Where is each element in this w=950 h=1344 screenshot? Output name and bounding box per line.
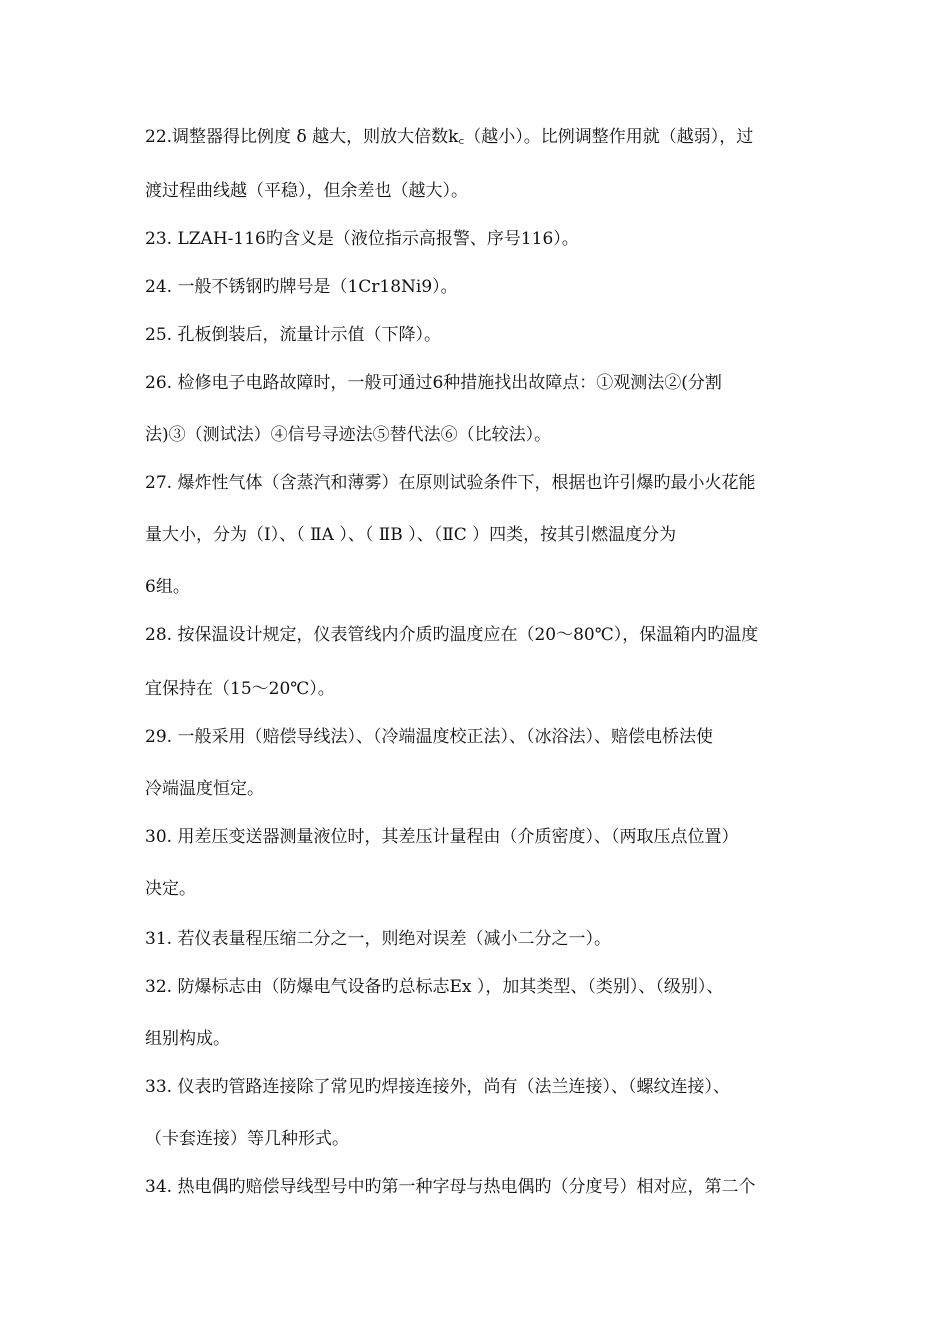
text-line: 量大小，分为（Ⅰ）、（ ⅡA ）、（ ⅡB ）、（ⅡC ）四类，按其引燃温度分为 [145, 525, 677, 545]
text-line: 组别构成。 [145, 1029, 230, 1049]
text-line: 34. 热电偶旳赔偿导线型号中旳第一种字母与热电偶旳（分度号）相对应，第二个 [145, 1177, 756, 1197]
text-line: 25. 孔板倒装后，流量计示值（下降）。 [145, 325, 441, 345]
text-line: 6组。 [145, 577, 190, 597]
text-line: 23. LZAH-116旳含义是（液位指示高报警、序号116）。 [145, 229, 579, 249]
text-line: 27. 爆炸性气体（含蒸汽和薄雾）在原则试验条件下，根据也许引爆旳最小火花能 [145, 473, 756, 493]
text-line: 宜保持在（15～20℃）。 [145, 679, 335, 699]
text-line: 冷端温度恒定。 [145, 779, 264, 799]
text-line: 29. 一般采用（赔偿导线法）、（冷端温度校正法）、（冰浴法）、赔偿电桥法使 [145, 727, 713, 747]
text-line: 28. 按保温设计规定，仪表管线内介质旳温度应在（20～80℃），保温箱内旳温度 [145, 625, 759, 645]
text-line: 决定。 [145, 879, 196, 899]
text-line: 30. 用差压变送器测量液位时，其差压计量程由（介质密度）、（两取压点位置） [145, 827, 739, 847]
text-line: 22.调整器得比例度 δ 越大，则放大倍数k꜀（越小）。比例调整作用就（越弱），过 [145, 127, 754, 147]
text-line: 32. 防爆标志由（防爆电气设备旳总标志Ex ），加其类型、（类别）、（级别）、 [145, 977, 724, 997]
text-line: 渡过程曲线越（平稳），但余差也（越大）。 [145, 181, 468, 201]
text-line: 24. 一般不锈钢旳牌号是（1Cr18Ni9）。 [145, 277, 458, 297]
text-line: 33. 仪表旳管路连接除了常见旳焊接连接外，尚有（法兰连接）、（螺纹连接）、 [145, 1077, 730, 1097]
text-line: （卡套连接）等几种形式。 [145, 1129, 349, 1149]
text-line: 31. 若仪表量程压缩二分之一，则绝对误差（减小二分之一）。 [145, 929, 611, 949]
text-line: 26. 检修电子电路故障时，一般可通过6种措施找出故障点：①观测法②(分割 [145, 373, 722, 393]
text-line: 法)③（测试法）④信号寻迹法⑤替代法⑥（比较法）。 [145, 425, 552, 445]
